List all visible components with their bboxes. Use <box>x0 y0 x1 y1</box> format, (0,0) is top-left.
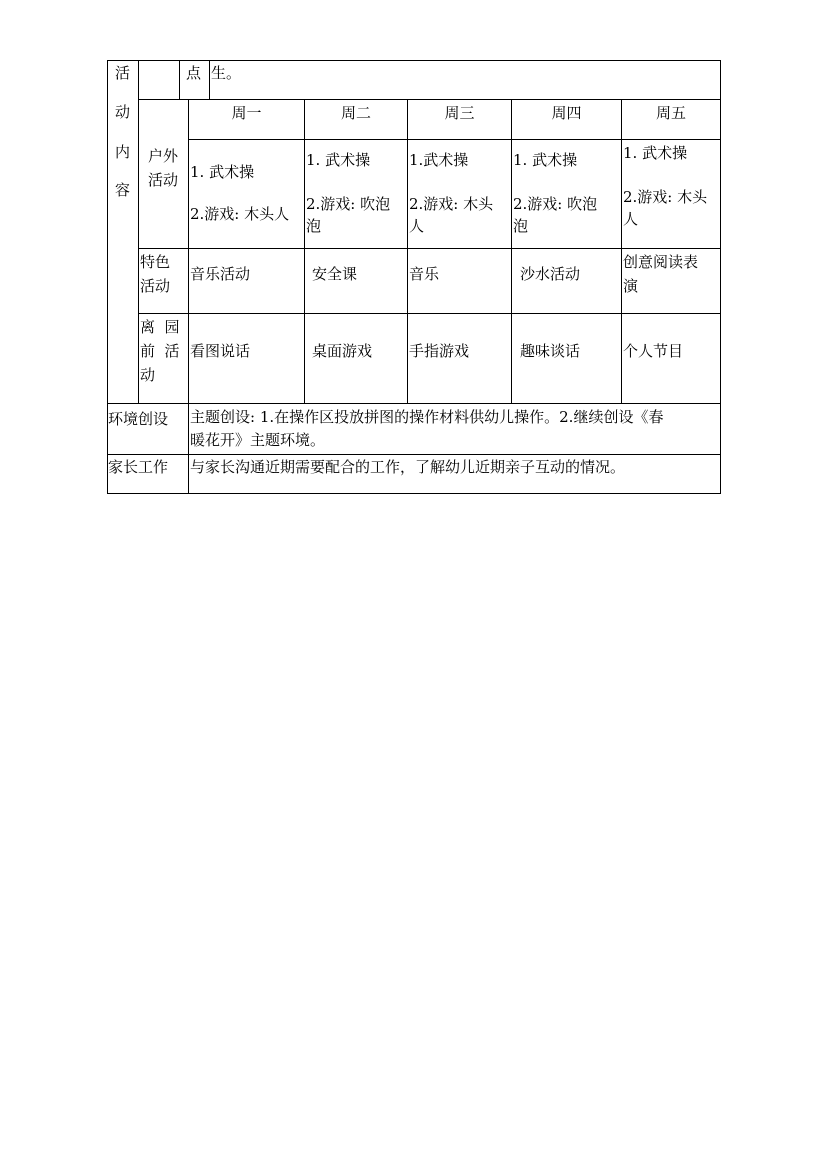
outdoor-cell-fri-line1: 1. 武术操 <box>623 144 688 162</box>
col-line <box>138 60 139 404</box>
col-line <box>188 99 189 494</box>
special-cell-tue: 安全课 <box>312 265 358 283</box>
col-line <box>511 99 512 404</box>
row-line <box>138 313 721 314</box>
special-label: 特色 <box>140 253 171 271</box>
weekday-header-mon: 周一 <box>231 104 262 122</box>
outdoor-label: 户外 <box>148 147 179 165</box>
weekday-header-thu: 周四 <box>551 104 582 122</box>
outdoor-cell-thu-line3: 泡 <box>513 217 529 235</box>
outdoor-cell-mon-line2: 2.游戏: 木头人 <box>190 205 290 223</box>
outdoor-cell-fri-line3: 人 <box>623 210 639 228</box>
side-label-char: 活 <box>115 64 131 82</box>
parent-text: 与家长沟通近期需要配合的工作，了解幼儿近期亲子互动的情况。 <box>190 458 626 476</box>
outdoor-cell-thu-line1: 1. 武术操 <box>513 151 578 169</box>
leaving-label: 离 园 <box>140 318 180 336</box>
outdoor-cell-tue-line3: 泡 <box>306 217 322 235</box>
outdoor-cell-mon-line1: 1. 武术操 <box>190 163 255 181</box>
leaving-cell-tue: 桌面游戏 <box>312 342 373 360</box>
outdoor-cell-tue-line2: 2.游戏: 吹泡 <box>306 195 391 213</box>
leaving-cell-thu: 趣味谈话 <box>520 342 581 360</box>
special-cell-thu: 沙水活动 <box>520 265 581 283</box>
col-line <box>304 99 305 404</box>
col-line <box>209 60 210 100</box>
row-line <box>188 139 721 140</box>
table-border-top <box>107 60 721 61</box>
col-line <box>407 99 408 404</box>
special-cell-wed: 音乐 <box>409 265 440 283</box>
outdoor-cell-wed-line3: 人 <box>409 217 425 235</box>
leaving-cell-fri: 个人节目 <box>623 342 684 360</box>
side-label-char: 动 <box>115 103 131 121</box>
leaving-cell-wed: 手指游戏 <box>409 342 470 360</box>
env-text-line1: 主题创设: 1.在操作区投放拼图的操作材料供幼儿操作。2.继续创设《春 <box>190 408 664 426</box>
row-line <box>107 454 721 455</box>
outdoor-cell-wed-line1: 1.武术操 <box>409 151 469 169</box>
weekday-header-wed: 周三 <box>444 104 475 122</box>
leaving-cell-mon: 看图说话 <box>190 342 251 360</box>
top-row-cell: 点 <box>186 64 202 82</box>
col-line <box>179 60 180 100</box>
weekday-header-tue: 周二 <box>340 104 371 122</box>
special-cell-fri-line1: 创意阅读表 <box>623 253 699 271</box>
outdoor-label: 活动 <box>148 171 179 189</box>
col-line <box>621 99 622 404</box>
special-label: 活动 <box>140 277 171 295</box>
row-line <box>107 403 721 404</box>
weekday-header-fri: 周五 <box>655 104 686 122</box>
env-label: 环境创设 <box>108 410 169 428</box>
parent-label: 家长工作 <box>108 458 169 476</box>
leaving-label: 前 活 <box>140 342 180 360</box>
row-line <box>138 248 721 249</box>
leaving-label: 动 <box>140 366 156 384</box>
side-label-char: 内 <box>115 143 131 161</box>
special-cell-fri-line2: 演 <box>623 277 639 295</box>
table-border-right <box>720 60 721 494</box>
outdoor-cell-fri-line2: 2.游戏: 木头 <box>623 188 708 206</box>
env-text-line2: 暖花开》主题环境。 <box>190 431 326 449</box>
top-row-cell: 生。 <box>211 64 242 82</box>
row-line <box>138 99 721 100</box>
table-border-bottom <box>107 493 721 494</box>
outdoor-cell-tue-line1: 1. 武术操 <box>306 151 371 169</box>
outdoor-cell-thu-line2: 2.游戏: 吹泡 <box>513 195 598 213</box>
special-cell-mon: 音乐活动 <box>190 265 251 283</box>
outdoor-cell-wed-line2: 2.游戏: 木头 <box>409 195 494 213</box>
side-label-char: 容 <box>115 181 131 199</box>
